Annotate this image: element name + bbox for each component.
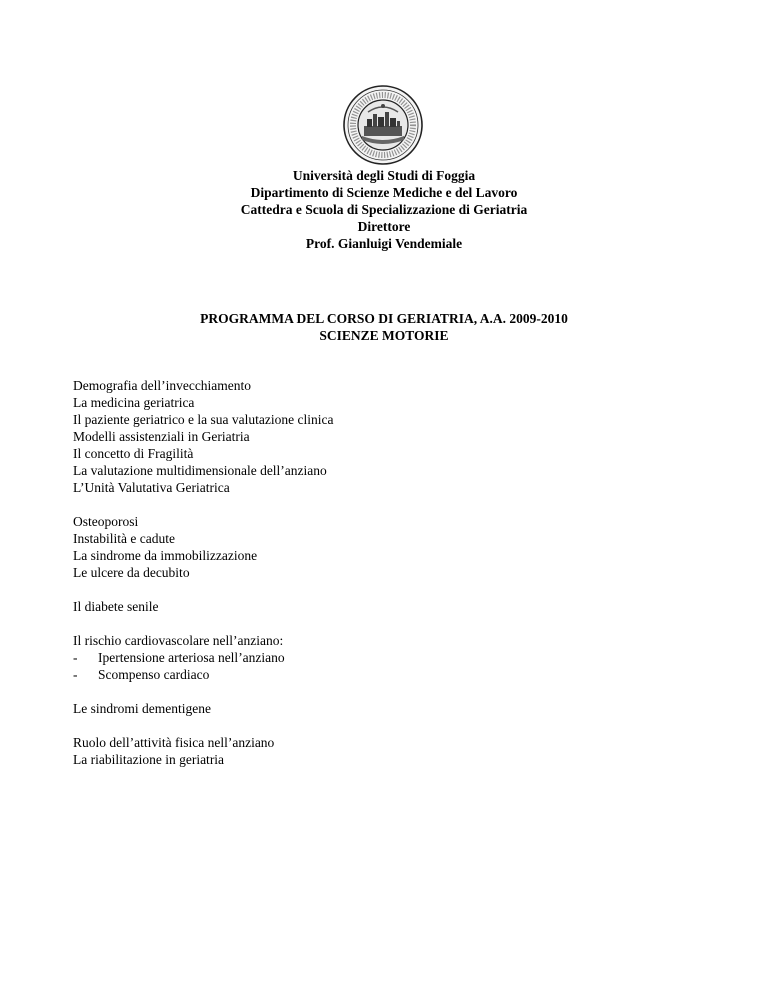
topic-item: L’Unità Valutativa Geriatrica <box>73 480 230 495</box>
topic-heading: Il rischio cardiovascolare nell’anziano: <box>73 633 284 648</box>
topic-group-rehabilitation <box>73 734 713 768</box>
chair-name: Cattedra e Scuola di Specializzazione di Geriatria <box>240 202 528 217</box>
topic-subitem-label: Scompenso cardiaco <box>98 667 210 682</box>
topic-item: Le ulcere da decubito <box>73 565 190 580</box>
topic-group-diabetes <box>73 598 713 615</box>
dash-bullet: - <box>73 667 78 682</box>
topic-group-dementia <box>73 700 713 717</box>
topic-item: Il diabete senile <box>73 599 159 614</box>
topic-item: Modelli assistenziali in Geriatria <box>73 429 250 444</box>
topics-list <box>73 377 713 785</box>
topic-item: La riabilitazione in geriatria <box>73 752 225 767</box>
topic-item: Il concetto di Fragilità <box>73 446 194 461</box>
program-heading <box>0 310 768 344</box>
topic-item: Ruolo dell’attività fisica nell’anziano <box>73 735 275 750</box>
program-subtitle: SCIENZE MOTORIE <box>319 328 449 343</box>
topic-item: Demografia dell’invecchiamento <box>73 378 252 393</box>
topic-item: Instabilità e cadute <box>73 531 175 546</box>
director-name: Prof. Gianluigi Vendemiale <box>305 236 463 251</box>
university-name: Università degli Studi di Foggia <box>292 168 476 183</box>
topic-group-general <box>73 377 713 496</box>
institution-header <box>0 167 768 252</box>
topic-item: La medicina geriatrica <box>73 395 195 410</box>
topic-subitem-label: Ipertensione arteriosa nell’anziano <box>98 650 285 665</box>
dash-bullet: - <box>73 650 78 665</box>
university-seal-icon <box>342 84 424 166</box>
topic-item: Il paziente geriatrico e la sua valutazione clinica <box>73 412 334 427</box>
topic-group-musculoskeletal <box>73 513 713 581</box>
department-name: Dipartimento di Scienze Mediche e del Lavoro <box>250 185 518 200</box>
topic-item: Osteoporosi <box>73 514 139 529</box>
topic-group-cardiovascular <box>73 632 713 683</box>
program-title: PROGRAMMA DEL CORSO DI GERIATRIA, A.A. 2009-2010 <box>200 311 568 326</box>
director-label: Direttore <box>357 219 411 234</box>
topic-subitem <box>73 666 713 683</box>
topic-item: Le sindromi dementigene <box>73 701 211 716</box>
topic-item: La sindrome da immobilizzazione <box>73 548 258 563</box>
topic-item: La valutazione multidimensionale dell’anziano <box>73 463 327 478</box>
topic-subitem <box>73 649 713 666</box>
